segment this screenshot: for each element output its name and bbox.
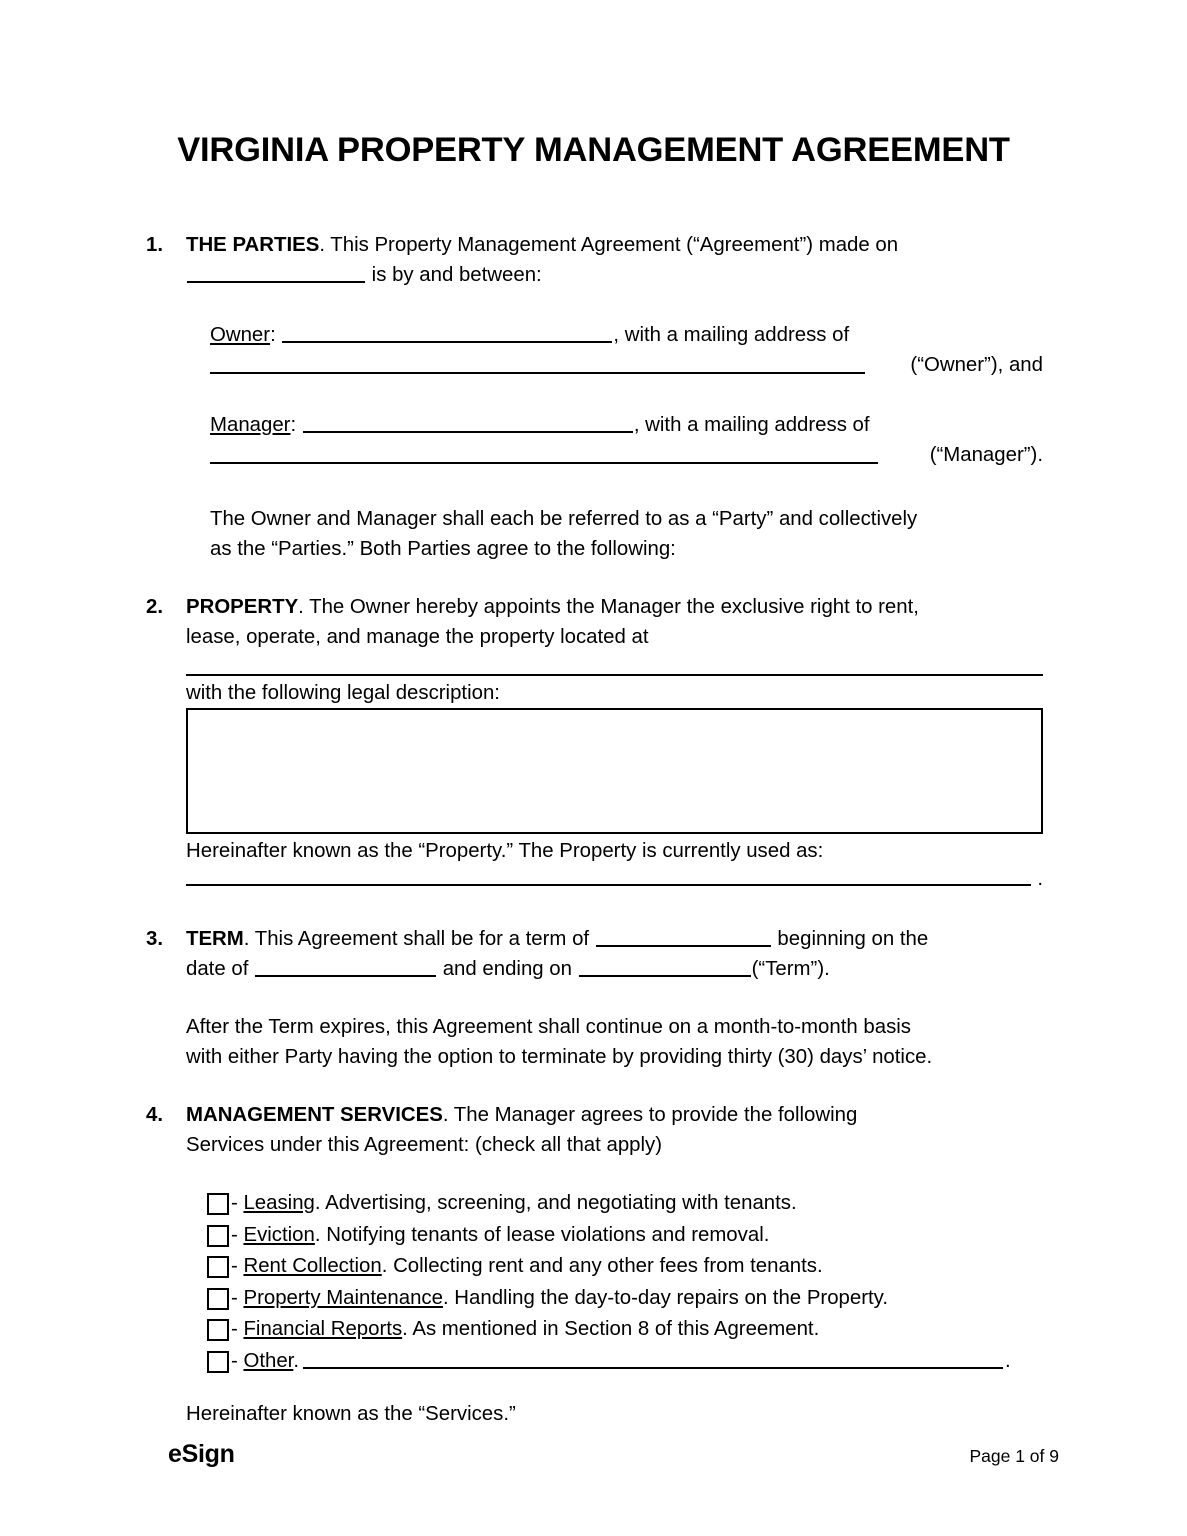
page-footer	[0, 1440, 1187, 1480]
owner-label: Owner	[210, 324, 271, 346]
services-checkbox-list	[0, 1188, 1187, 1377]
owner-colon: :	[270, 324, 276, 346]
service-item-label	[231, 1283, 888, 1315]
clause-number-4: 4.	[146, 1104, 164, 1126]
clause-number-2: 2.	[146, 596, 164, 618]
service-item-description: . Collecting rent and any other fees from tenants.	[381, 1255, 823, 1277]
management-services-intro	[186, 1100, 1043, 1160]
checkbox-icon[interactable]	[207, 1319, 229, 1341]
service-item-description: . Handling the day-to-day repairs on the Property.	[442, 1286, 889, 1309]
property-address-blank[interactable]	[186, 674, 1043, 676]
term-line-2a: date of	[186, 958, 249, 980]
parties-heading: THE PARTIES	[186, 234, 320, 256]
service-item-description: . Advertising, screening, and negotiating with tenants.	[314, 1192, 797, 1214]
property-hereinafter-text: Hereinafter known as the “Property.” The Property is currently used as:	[186, 840, 824, 862]
page-number: Page 1 of 9	[969, 1446, 1059, 1466]
term-paragraph-1	[186, 924, 1043, 984]
management-services-heading: MANAGEMENT SERVICES	[186, 1104, 443, 1126]
clause-property	[0, 592, 1187, 652]
service-item-description: . Notifying tenants of lease violations and removal.	[314, 1223, 770, 1246]
term-start-date-blank[interactable]	[255, 958, 436, 977]
term-line-1b: beginning on the	[777, 928, 929, 950]
esign-logo: eSign	[168, 1440, 235, 1468]
parties-closing-line-2: as the “Parties.” Both Parties agree to the following:	[210, 538, 676, 560]
service-item-description: .	[293, 1349, 300, 1372]
manager-address-tail: (“Manager”).	[929, 444, 1043, 466]
term-paragraph-2	[0, 1012, 1187, 1072]
parties-date-blank[interactable]	[187, 264, 365, 283]
term-line-2b: and ending on	[442, 958, 572, 980]
service-item-term: Eviction	[243, 1223, 315, 1246]
legal-description-box[interactable]	[186, 708, 1043, 834]
clause-management-services	[0, 1100, 1187, 1160]
property-heading: PROPERTY	[186, 596, 299, 618]
clause-term	[0, 924, 1187, 984]
parties-closing-paragraph	[0, 504, 1187, 564]
property-intro	[186, 592, 1043, 652]
service-item-dash: -	[231, 1286, 244, 1309]
manager-address-row	[210, 440, 1043, 470]
services-closing-text: Hereinafter known as the “Services.”	[186, 1403, 516, 1425]
service-item-description: . As mentioned in Section 8 of this Agreement.	[402, 1318, 820, 1340]
service-item-row	[207, 1314, 1043, 1346]
property-line-1: . The Owner hereby appoints the Manager the exclusive right to rent,	[298, 596, 919, 618]
property-address-group	[0, 674, 1187, 890]
service-item-term: Rent Collection	[243, 1255, 382, 1277]
property-line-2: lease, operate, and manage the property located at	[186, 626, 649, 648]
manager-line	[210, 410, 1043, 440]
manager-label: Manager	[210, 414, 291, 436]
manager-line-tail: , with a mailing address of	[633, 414, 870, 436]
term-line-1a: . This Agreement shall be for a term of	[243, 928, 590, 950]
manager-colon: :	[290, 414, 297, 436]
clause-the-parties	[0, 230, 1187, 290]
service-other-period: .	[1005, 1349, 1011, 1372]
page-title: VIRGINIA PROPERTY MANAGEMENT AGREEMENT	[177, 131, 1010, 169]
service-item-term: Leasing	[243, 1192, 315, 1214]
service-item-label	[231, 1188, 797, 1220]
service-item-row	[207, 1188, 1043, 1220]
checkbox-icon[interactable]	[207, 1351, 229, 1373]
service-item-term: Property Maintenance	[243, 1286, 443, 1309]
term-p2-line-2: with either Party having the option to terminate by providing thirty (30) days’ notice.	[186, 1046, 933, 1068]
service-item-label	[231, 1346, 1011, 1378]
service-item-dash: -	[231, 1349, 244, 1372]
property-used-as-blank[interactable]	[186, 884, 1031, 886]
owner-block	[0, 320, 1187, 380]
term-end-date-blank[interactable]	[579, 958, 751, 977]
service-item-row	[207, 1220, 1043, 1252]
checkbox-icon[interactable]	[207, 1193, 229, 1215]
service-item-dash: -	[231, 1255, 244, 1277]
parties-intro	[186, 230, 1043, 290]
clause-number-1: 1.	[146, 234, 164, 256]
term-heading: TERM	[186, 928, 244, 950]
checkbox-icon[interactable]	[207, 1225, 229, 1247]
owner-address-blank[interactable]	[210, 372, 865, 374]
checkbox-icon[interactable]	[207, 1288, 229, 1310]
manager-name-blank[interactable]	[303, 414, 633, 433]
service-item-row	[207, 1283, 1043, 1315]
clause-number-3: 3.	[146, 928, 164, 950]
service-item-label	[231, 1220, 769, 1252]
term-length-blank[interactable]	[596, 928, 771, 947]
service-item-dash: -	[231, 1223, 244, 1246]
property-used-as-row	[186, 868, 1043, 890]
owner-name-blank[interactable]	[282, 324, 612, 343]
property-used-as-period: .	[1037, 868, 1043, 890]
service-item-term: Other	[243, 1349, 294, 1372]
parties-intro-tail: is by and between:	[371, 264, 542, 286]
service-item-dash: -	[231, 1192, 244, 1214]
manager-address-blank[interactable]	[210, 462, 878, 464]
checkbox-icon[interactable]	[207, 1256, 229, 1278]
parties-closing-line-1: The Owner and Manager shall each be referred to as a “Party” and collectively	[210, 508, 918, 530]
owner-line	[210, 320, 1043, 350]
document-body	[0, 230, 1187, 1429]
service-item-dash: -	[231, 1318, 244, 1340]
service-item-term: Financial Reports	[243, 1318, 403, 1340]
management-services-line-1: . The Manager agrees to provide the following	[442, 1104, 858, 1126]
parties-intro-text: . This Property Management Agreement (“Agreement”) made on	[319, 234, 899, 256]
management-services-line-2: Services under this Agreement: (check all that apply)	[186, 1134, 663, 1156]
service-item-row	[207, 1251, 1043, 1283]
term-line-2c: (“Term”).	[751, 958, 830, 980]
owner-line-tail: , with a mailing address of	[613, 324, 850, 346]
manager-block	[0, 410, 1187, 470]
owner-address-row	[210, 350, 1043, 380]
service-item-label	[231, 1251, 823, 1283]
service-item-label	[231, 1314, 819, 1346]
term-p2-line-1: After the Term expires, this Agreement shall continue on a month-to-month basis	[186, 1016, 911, 1038]
legal-description-label: with the following legal description:	[186, 682, 500, 704]
service-item-row	[207, 1346, 1043, 1378]
owner-address-tail: (“Owner”), and	[910, 354, 1043, 376]
service-other-blank[interactable]	[303, 1349, 1003, 1368]
